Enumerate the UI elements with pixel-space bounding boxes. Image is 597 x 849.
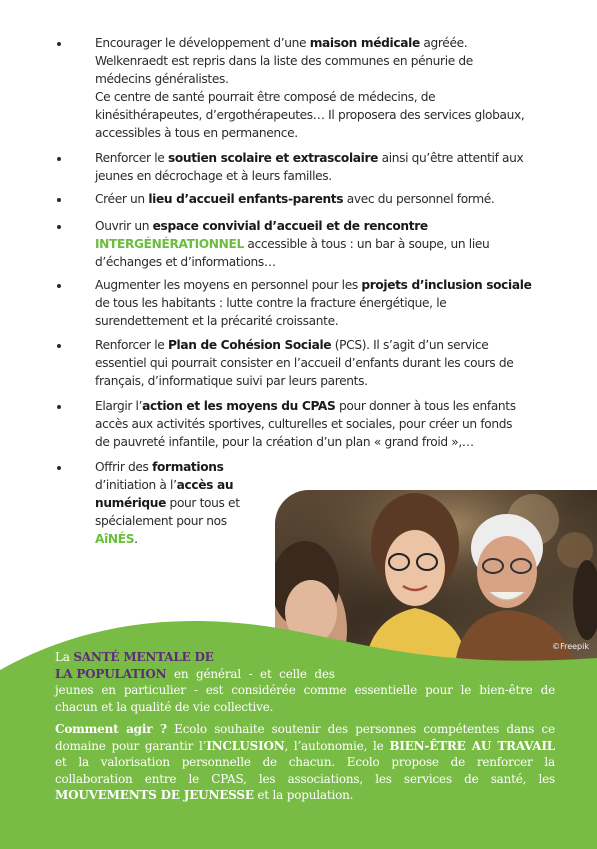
bullet-line — [95, 433, 565, 451]
text-segment: d’échanges et d’informations… — [95, 255, 276, 269]
bold-phrase: projets d’inclusion sociale — [361, 278, 532, 292]
bullet-line — [95, 336, 565, 354]
text-segment: Créer un — [95, 192, 149, 206]
bullet-dot — [57, 344, 61, 348]
text-segment: Elargir l’ — [95, 399, 143, 413]
bold-phrase: formations — [152, 460, 224, 474]
bullet-line — [95, 312, 565, 330]
text-segment: . — [134, 532, 138, 546]
text-segment: avec du personnel formé. — [343, 192, 495, 206]
text-segment: Ce centre de santé pourrait être composé de médecins, de — [95, 90, 436, 104]
bullet-line — [95, 106, 565, 124]
wellbeing-highlight: BIEN-ÊTRE AU TRAVAIL — [389, 738, 556, 753]
bold-phrase: accès au — [176, 478, 234, 492]
bullet-line — [95, 190, 565, 208]
text-segment: Welkenraedt est repris dans la liste des communes en pénurie de — [95, 54, 473, 68]
text-segment: accessible à tous : un bar à soupe, un lieu — [243, 237, 490, 251]
text-segment: Augmenter les moyens en personnel pour les — [95, 278, 362, 292]
bullet-line — [95, 458, 565, 476]
bold-phrase: lieu d’accueil enfants-parents — [148, 192, 344, 206]
bullet-school-support — [95, 149, 565, 185]
how-to-act-paragraph: Comment agir ? Ecolo souhaite soutenir des personnes compétentes dans ce domaine pour garantir l’INCLUSION, l’autonomie, le BIEN-ÊTRE AU TRAVAIL et la valorisation personnelle de chacun. Ecolo propose de renforcer la collaboration entre le CPAS, les associations, les services de santé, les MOUVEMENTS DE JEUNESSE et la population. — [55, 722, 556, 802]
bullet-line — [95, 354, 565, 372]
bullet-cpas — [95, 397, 565, 451]
bullet-dot — [57, 405, 61, 409]
text-segment: spécialement pour nos — [95, 514, 227, 528]
youth-movements-highlight: MOUVEMENTS DE JEUNESSE — [55, 788, 254, 802]
bullet-line — [95, 124, 565, 142]
text-segment: accès aux activités sportives, culturelles et sociales, pour créer un fonds — [95, 417, 513, 431]
text-segment: pour tous et — [166, 496, 240, 510]
text-segment: de tous les habitants : lutte contre la fracture énergétique, le — [95, 296, 447, 310]
bullet-dot — [57, 42, 61, 46]
bullet-intergenerational-space — [95, 217, 565, 271]
mental-health-highlight: SANTÉ MENTALE DE — [73, 650, 214, 664]
bullet-dot — [57, 284, 61, 288]
bold-phrase: espace convivial d’accueil et de rencontre — [152, 219, 428, 233]
text-segment: de pauvreté infantile, pour la création d’un plan « grand froid »,… — [95, 435, 474, 449]
green-highlight: INTERGÉNÉRATIONNEL — [95, 237, 244, 251]
text-segment: français, d’informatique suivi par leurs parents. — [95, 374, 368, 388]
bullet-line — [95, 397, 565, 415]
text-segment: essentiel qui pourrait consister en l’accueil d’enfants durant les cours de — [95, 356, 514, 370]
bold-phrase: numérique — [95, 496, 167, 510]
bullet-line — [95, 167, 565, 185]
bullet-pcs — [95, 336, 565, 390]
mental-health-paragraph: La SANTÉ MENTALE DE LA POPULATION en général - et celle des jeunes en particulier - est considérée comme essentielle pour le bien-être de chacun et la qualité de vie collective. — [55, 650, 555, 714]
bold-phrase: maison médicale — [309, 36, 420, 50]
bullet-social-inclusion — [95, 276, 565, 330]
text-segment: Encourager le développement d’une — [95, 36, 310, 50]
text-segment: Renforcer le — [95, 338, 168, 352]
photo-credit: ©Freepik — [552, 642, 589, 651]
how-to-act-heading: Comment agir ? — [55, 722, 167, 736]
bullet-line — [95, 34, 565, 52]
bullet-parent-child-space — [95, 190, 565, 208]
bullet-line — [95, 372, 565, 390]
bullet-line — [95, 235, 565, 253]
bold-phrase: Plan de Cohésion Sociale — [167, 338, 332, 352]
bullet-line — [95, 52, 565, 70]
text-segment: d’initiation à l’ — [95, 478, 177, 492]
bullet-dot — [57, 157, 61, 161]
text-segment: accessibles à tous en permanence. — [95, 126, 298, 140]
text-segment: Offrir des — [95, 460, 153, 474]
bold-phrase: action et les moyens du CPAS — [142, 399, 336, 413]
bullet-dot — [57, 225, 61, 229]
text-segment: Ouvrir un — [95, 219, 153, 233]
bullet-line — [95, 88, 565, 106]
bullet-line — [95, 149, 565, 167]
text-segment: agréée. — [419, 36, 468, 50]
bullet-line — [95, 415, 565, 433]
population-highlight: LA POPULATION — [55, 666, 167, 681]
inclusion-highlight: INCLUSION — [206, 738, 285, 753]
bullet-line — [95, 276, 565, 294]
text-segment: pour donner à tous les enfants — [335, 399, 516, 413]
bullet-dot — [57, 198, 61, 202]
bullet-line — [95, 70, 565, 88]
text-segment: kinésithérapeutes, d’ergothérapeutes… Il proposera des services globaux, — [95, 108, 525, 122]
text-segment: médecins généralistes. — [95, 72, 229, 86]
bullet-medical-house — [95, 34, 565, 142]
text-segment: jeunes en décrochage et à leurs familles. — [95, 169, 332, 183]
green-highlight: AîNÉS — [95, 532, 135, 546]
bullet-line — [95, 294, 565, 312]
bullet-dot — [57, 466, 61, 470]
bold-phrase: soutien scolaire et extrascolaire — [167, 151, 379, 165]
text-segment: surendettement et la précarité croissante. — [95, 314, 339, 328]
text-segment: ainsi qu’être attentif aux — [378, 151, 524, 165]
bullet-line — [95, 253, 565, 271]
text-segment: Renforcer le — [95, 151, 168, 165]
text-segment: (PCS). Il s’agit d’un service — [331, 338, 489, 352]
bullet-line — [95, 217, 565, 235]
